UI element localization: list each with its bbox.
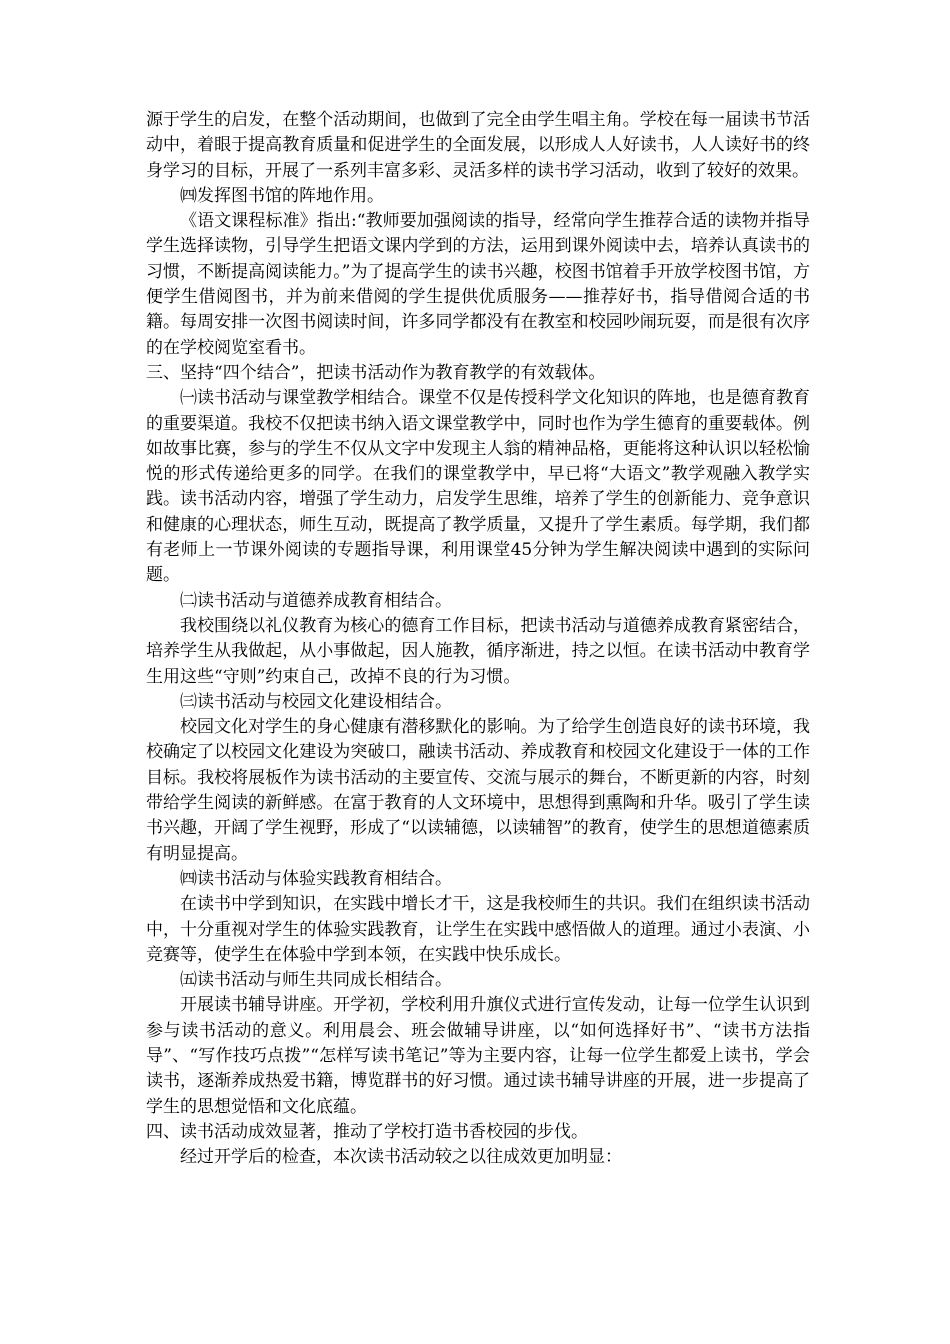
section-heading-three: 三、坚持“四个结合”，把读书活动作为教育教学的有效载体。	[146, 362, 606, 383]
paragraph-classroom-teaching: ㈠读书活动与课堂教学相结合。课堂不仅是传授科学文化知识的阵地，也是德育教育的重要渠道。我校不仅把读书纳入语文课堂教学中，同时也作为学生德育的重要载体。例如故事比赛，参与的学生不仅从文字中发现主人翁的精神品格，更能将这种认识以轻松愉悦的形式传递给更多的同学。在我们的课堂教学中，早已将“大语文”教学观融入教学实践。读书活动内容，增强了学生动力，启发学生思维，培养了学生的创新能力、竞争意识和健康的心理状态，师生互动，既提高了教学质量，又提升了学生素质。每学期，我们都有老师上一节课外阅读的专题指导课，利用课堂45分钟为学生解决阅读中遇到的实际问题。	[146, 388, 810, 586]
paragraph-moral-education: 我校围绕以礼仪教育为核心的德育工作目标，把读书活动与道德养成教育紧密结合，培养学生从我做起，从小事做起，因人施教，循序渐进，持之以恒。在读书活动中教育学生用这些“守则”约束自己，改掉不良的行为习惯。	[146, 615, 810, 687]
subheading-practice-education: ㈣读书活动与体验实践教育相结合。	[180, 868, 452, 889]
subheading-moral-education: ㈡读书活动与道德养成教育相结合。	[180, 590, 452, 611]
paragraph-results: 经过开学后的检查，本次读书活动较之以往成效更加明显：	[180, 1147, 622, 1168]
paragraph-reading-lectures: 开展读书辅导讲座。开学初，学校利用升旗仪式进行宣传发动，让每一位学生认识到参与读书活动的意义。利用晨会、班会做辅导讲座，以“如何选择好书”、“读书方法指导”、“写作技巧点拨”“怎样写读书笔记”等为主要内容，让每一位学生都爱上读书，学会读书，逐渐养成热爱书籍，博览群书的好习惯。通过读书辅导讲座的开展，进一步提高了学生的思想觉悟和文化底蕴。	[146, 995, 810, 1117]
subheading-teacher-student-growth: ㈤读书活动与师生共同成长相结合。	[180, 970, 452, 991]
subheading-library-role: ㈣发挥图书馆的阵地作用。	[180, 185, 384, 206]
paragraph-continuation: 源于学生的启发，在整个活动期间，也做到了完全由学生唱主角。学校在每一届读书节活动中，着眼于提高教育质量和促进学生的全面发展，以形成人人好读书，人人读好书的终身学习的目标，开展了一系列丰富多彩、灵活多样的读书学习活动，收到了较好的效果。	[146, 110, 810, 181]
document-page	[146, 108, 810, 1170]
subheading-campus-culture: ㈢读书活动与校园文化建设相结合。	[180, 691, 452, 712]
paragraph-curriculum-standard: 《语文课程标准》指出:“教师要加强阅读的指导，经常向学生推荐合适的读物并指导学生选择读物，引导学生把语文课内学到的方法，运用到课外阅读中去，培养认真读书的习惯，不断提高阅读能力。”为了提高学生的读书兴趣，校图书馆着手开放学校图书馆，方便学生借阅图书，并为前来借阅的学生提供优质服务——推荐好书，指导借阅合适的书籍。每周安排一次图书阅读时间，许多同学都没有在教室和校园吵闹玩耍，而是很有次序的在学校阅览室看书。	[146, 211, 810, 358]
section-heading-four: 四、读书活动成效显著，推动了学校打造书香校园的步伐。	[146, 1121, 588, 1142]
paragraph-practice-education: 在读书中学到知识，在实践中增长才干，这是我校师生的共识。我们在组织读书活动中，十分重视对学生的体验实践教育，让学生在实践中感悟做人的道理。通过小表演、小竞赛等，使学生在体验中学到本领，在实践中快乐成长。	[146, 894, 810, 965]
paragraph-campus-culture: 校园文化对学生的身心健康有潜移默化的影响。为了给学生创造良好的读书环境，我校确定了以校园文化建设为突破口，融读书活动、养成教育和校园文化建设于一体的工作目标。我校将展板作为读书活动的主要宣传、交流与展示的舞台，不断更新的内容，时刻带给学生阅读的新鲜感。在富于教育的人文环境中，思想得到熏陶和升华。吸引了学生读书兴趣，开阔了学生视野，形成了“以读辅德，以读辅智”的教育，使学生的思想道德素质有明显提高。	[146, 717, 810, 864]
